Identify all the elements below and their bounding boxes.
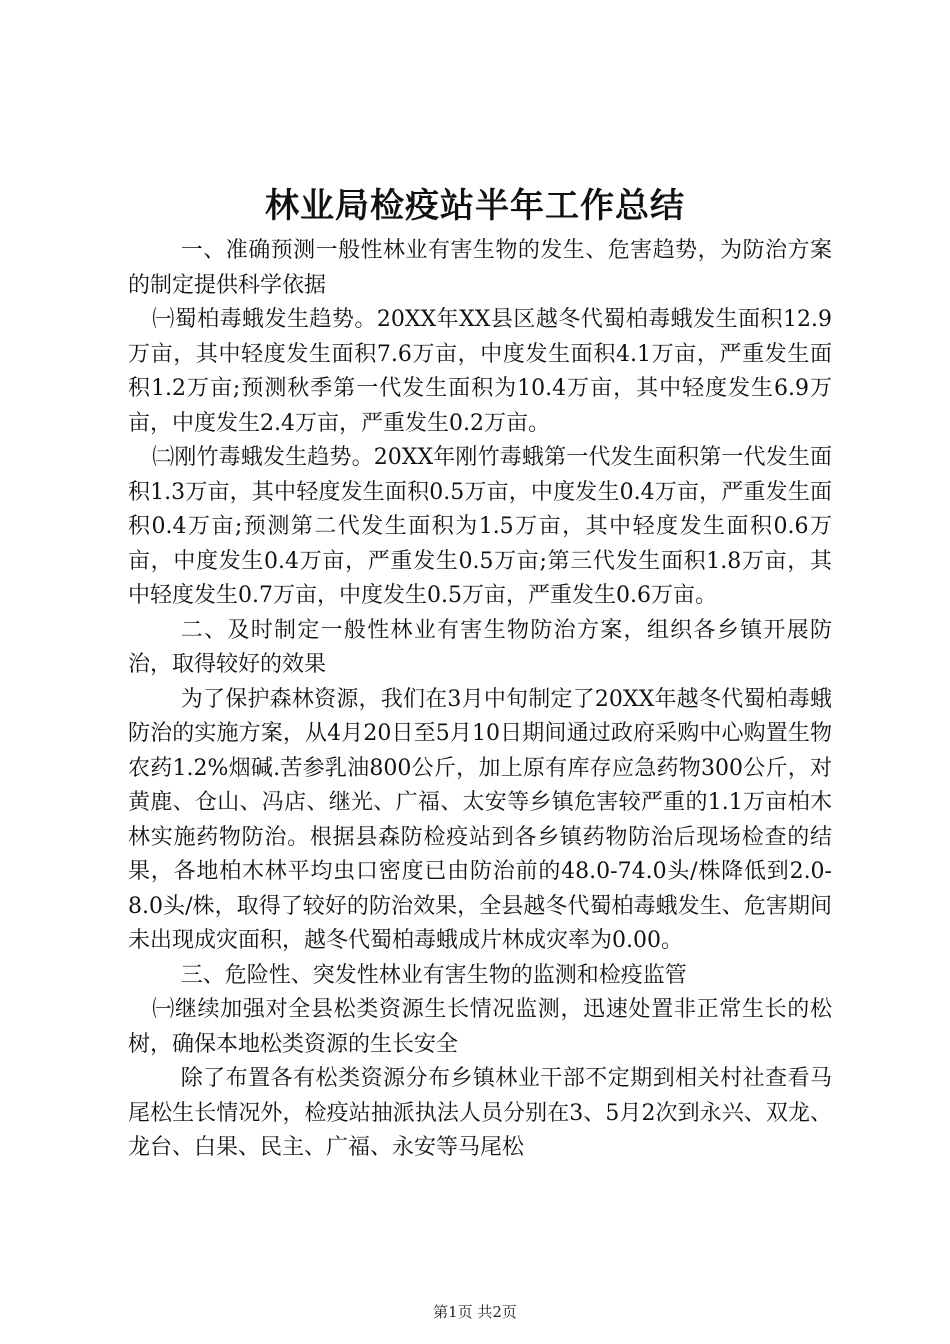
document-body (128, 234, 832, 1166)
section-heading-2: 二、及时制定一般性林业有害生物防治方案，组织各乡镇开展防治，取得较好的效果 (128, 617, 832, 677)
paragraph-shubai-moth-trend: ㈠蜀柏毒蛾发生趋势。20XX年XX县区越冬代蜀柏毒蛾发生面积12.9万亩，其中轻度发生面积7.6万亩，中度发生面积4.1万亩，严重发生面积1.2万亩;预测秋季第一代发生面积为10.4万亩，其中轻度发生6.9万亩，中度发生2.4万亩，严重发生0.2万亩。 (128, 307, 832, 436)
paragraph-control-plan: 为了保护森林资源，我们在3月中旬制定了20XX年越冬代蜀柏毒蛾防治的实施方案，从4月20日至5月10日期间通过政府采购中心购置生物农药1.2%烟碱.苦参乳油800公斤，加上原有库存应急药物300公斤，对黄鹿、仓山、冯店、继光、广福、太安等乡镇危害较严重的1.1万亩柏木林实施药物防治。根据县森防检疫站到各乡镇药物防治后现场检查的结果，各地柏木林平均虫口密度已由防治前的48.0-74.0头/株降低到2.0-8.0头/株，取得了较好的防治效果，全县越冬代蜀柏毒蛾发生、危害期间未出现成灾面积，越冬代蜀柏毒蛾成片林成灾率为0.00。 (128, 686, 832, 953)
section-heading-3: 三、危险性、突发性林业有害生物的监测和检疫监管 (180, 962, 687, 988)
section-heading-1: 一、准确预测一般性林业有害生物的发生、危害趋势，为防治方案的制定提供科学依据 (128, 238, 832, 298)
paragraph-pine-inspection: 除了布置各有松类资源分布乡镇林业干部不定期到相关村社查看马尾松生长情况外，检疫站抽派执法人员分别在3、5月2次到永兴、双龙、龙台、白果、民主、广福、永安等马尾松 (128, 1066, 832, 1160)
paragraph-bamboo-moth-trend: ㈡刚竹毒蛾发生趋势。20XX年刚竹毒蛾第一代发生面积第一代发生面积1.3万亩，其中轻度发生面积0.5万亩，中度发生0.4万亩，严重发生面积0.4万亩;预测第二代发生面积为1.5万亩，其中轻度发生面积0.6万亩，中度发生0.4万亩，严重发生0.5万亩;第三代发生面积1.8万亩，其中轻度发生0.7万亩，中度发生0.5万亩，严重发生0.6万亩。 (128, 445, 832, 608)
paragraph-pine-monitoring: ㈠继续加强对全县松类资源生长情况监测，迅速处置非正常生长的松树，确保本地松类资源的生长安全 (128, 997, 832, 1057)
page-number: 第1页 共2页 (433, 1303, 517, 1321)
page-title: 林业局检疫站半年工作总结 (265, 186, 685, 226)
